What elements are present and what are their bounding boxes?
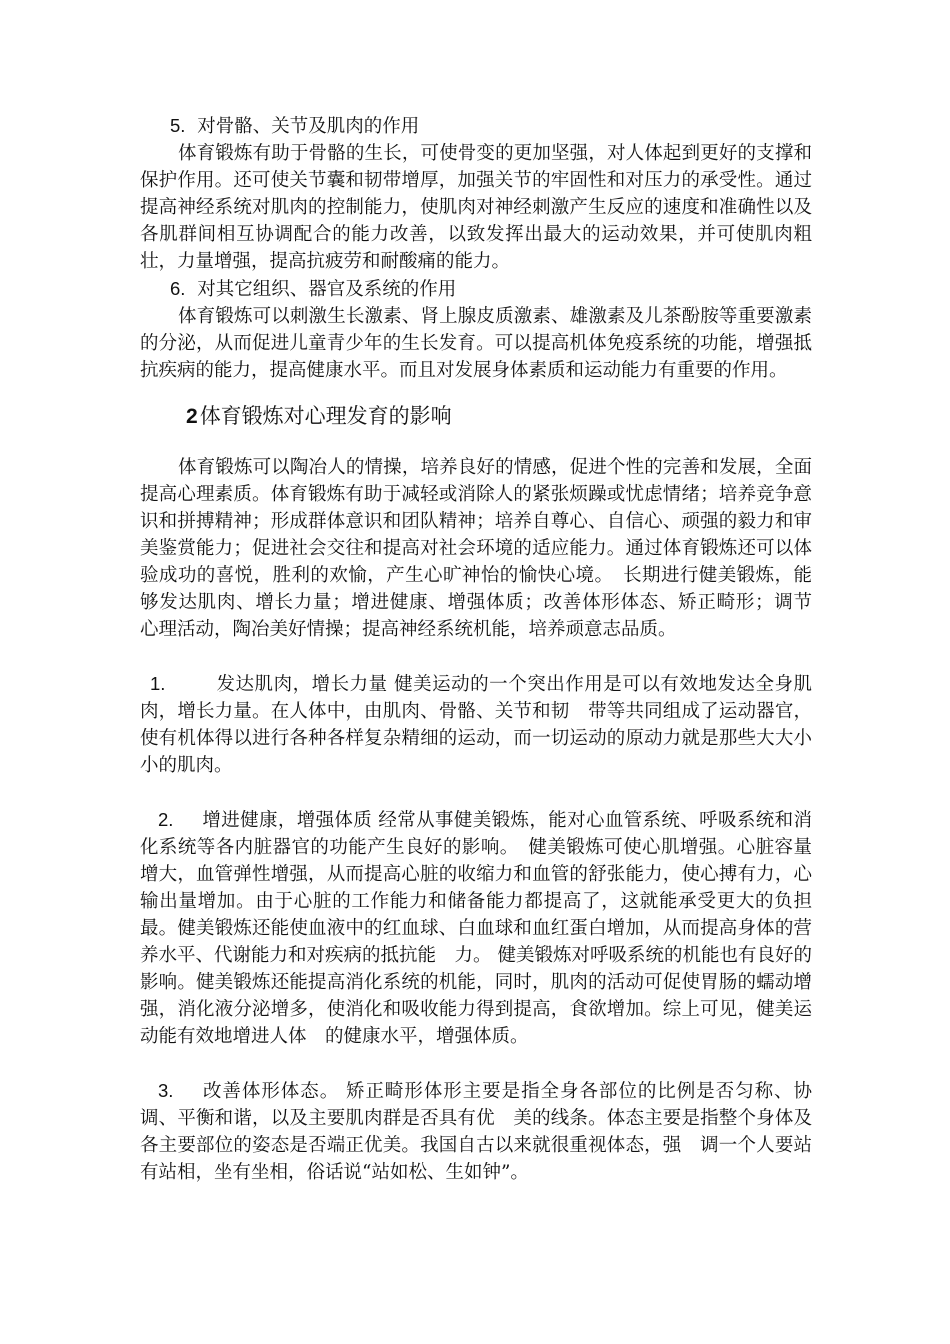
list-item-number: 3. <box>158 1080 174 1101</box>
paragraph-s5-body: 体育锻炼有助于骨骼的生长，可使骨变的更加坚强，对人体起到更好的支撑和保护作用。还可使关节囊和韧带增厚，加强关节的牢固性和对压力的承受性。通过提高神经系统对肌肉的控制能力，使肌肉对神经刺激产生反应的速度和准确性以及各肌群间相互协调配合的能力改善，以致发挥出最大的运动效果，并可使肌肉粗壮，力量增强，提高抗疲劳和耐酸痛的能力。 <box>140 143 812 272</box>
list-item-number: 2. <box>158 809 174 830</box>
subsection-heading-5 <box>140 112 812 140</box>
subsection-number: 6. <box>170 278 186 299</box>
paragraph-s6-body: 体育锻炼可以刺激生长激素、肾上腺皮质激素、雄激素及儿茶酚胺等重要激素的分泌，从而促进儿童青少年的生长发育。可以提高机体免疫系统的功能，增强抵抗疾病的能力，提高健康水平。而且对发展身体素质和运动能力有重要的作用。 <box>140 306 812 381</box>
section-number: 2 <box>186 405 198 428</box>
list-item-text: 改善体形体态。 矫正畸形体形主要是指全身各部位的比例是否匀称、协调、平衡和谐，以及主要肌肉群是否具有优 美的线条。体态主要是指整个身体及各主要部位的姿态是否端正优美。我国自古以来就很重视体态，强 调一个人要站有站相，坐有坐相，俗话说“站如松、生如钟”。 <box>140 1081 812 1183</box>
list-item-1 <box>140 670 812 779</box>
list-item-text: 发达肌肉，增长力量 健美运动的一个突出作用是可以有效地发达全身肌肉，增长力量。在人体中，由肌肉、骨骼、关节和韧 带等共同组成了运动器官，使有机体得以进行各种各样复杂精细的运动，而一切运动的原动力就是那些大大小小的肌肉。 <box>140 674 812 776</box>
section-heading-2 <box>140 400 812 454</box>
document-page <box>140 112 831 1186</box>
subsection-number: 5. <box>170 115 186 136</box>
spacer <box>140 643 812 670</box>
paragraph-section2-intro: 体育锻炼可以陶冶人的情操，培养良好的情感，促进个性的完善和发展，全面提高心理素质。体育锻炼有助于减轻或消除人的紧张烦躁或忧虑情绪；培养竞争意识和拼搏精神；形成群体意识和团队精神；培养自尊心、自信心、顽强的毅力和审美鉴赏能力；促进社会交往和提高对社会环境的适应能力。通过体育锻炼还可以体验成功的喜悦，胜利的欢愉，产生心旷神怡的愉快心境。 长期进行健美锻炼，能够发达肌肉、增长力量；增进健康、增强体质；改善体形体态、矫正畸形；调节 心理活动，陶冶美好情操；提高神经系统机能，培养顽意志品质。 <box>140 457 831 640</box>
spacer <box>140 779 812 806</box>
list-item-number: 1. <box>150 673 166 694</box>
list-item-3 <box>140 1077 812 1186</box>
subsection-title: 对骨骼、关节及肌肉的作用 <box>197 116 420 137</box>
spacer <box>140 1050 812 1077</box>
subsection-heading-6 <box>140 275 812 303</box>
list-item-text: 增进健康，增强体质 经常从事健美锻炼，能对心血管系统、呼吸系统和消化系统等各内脏器官的功能产生良好的影响。 健美锻炼可使心肌增强。心脏容量增大，血管弹性增强，从而提高心脏的收缩力和血管的舒张能力，使心搏有力，心输出量增加。由于心脏的工作能力和储备能力都提高了，这就能承受更大的负担最。健美锻炼还能使血液中的红血球、白血球和血红蛋白增加，从而提高身体的营养水平、代谢能力和对疾病的抵抗能 力。 健美锻炼对呼吸系统的机能也有良好的影响。健美锻炼还能提高消化系统的机能，同时，肌肉的活动可促使胃肠的蠕动增强，消化液分泌增多，使消化和吸收能力得到提高，食欲增加。综上可见，健美运动能有效地增进人体 的健康水平，增强体质。 <box>140 810 812 1047</box>
subsection-title: 对其它组织、器官及系统的作用 <box>197 279 457 300</box>
section-title: 体育锻炼对心理发育的影响 <box>199 404 452 428</box>
list-item-2 <box>140 806 812 1050</box>
